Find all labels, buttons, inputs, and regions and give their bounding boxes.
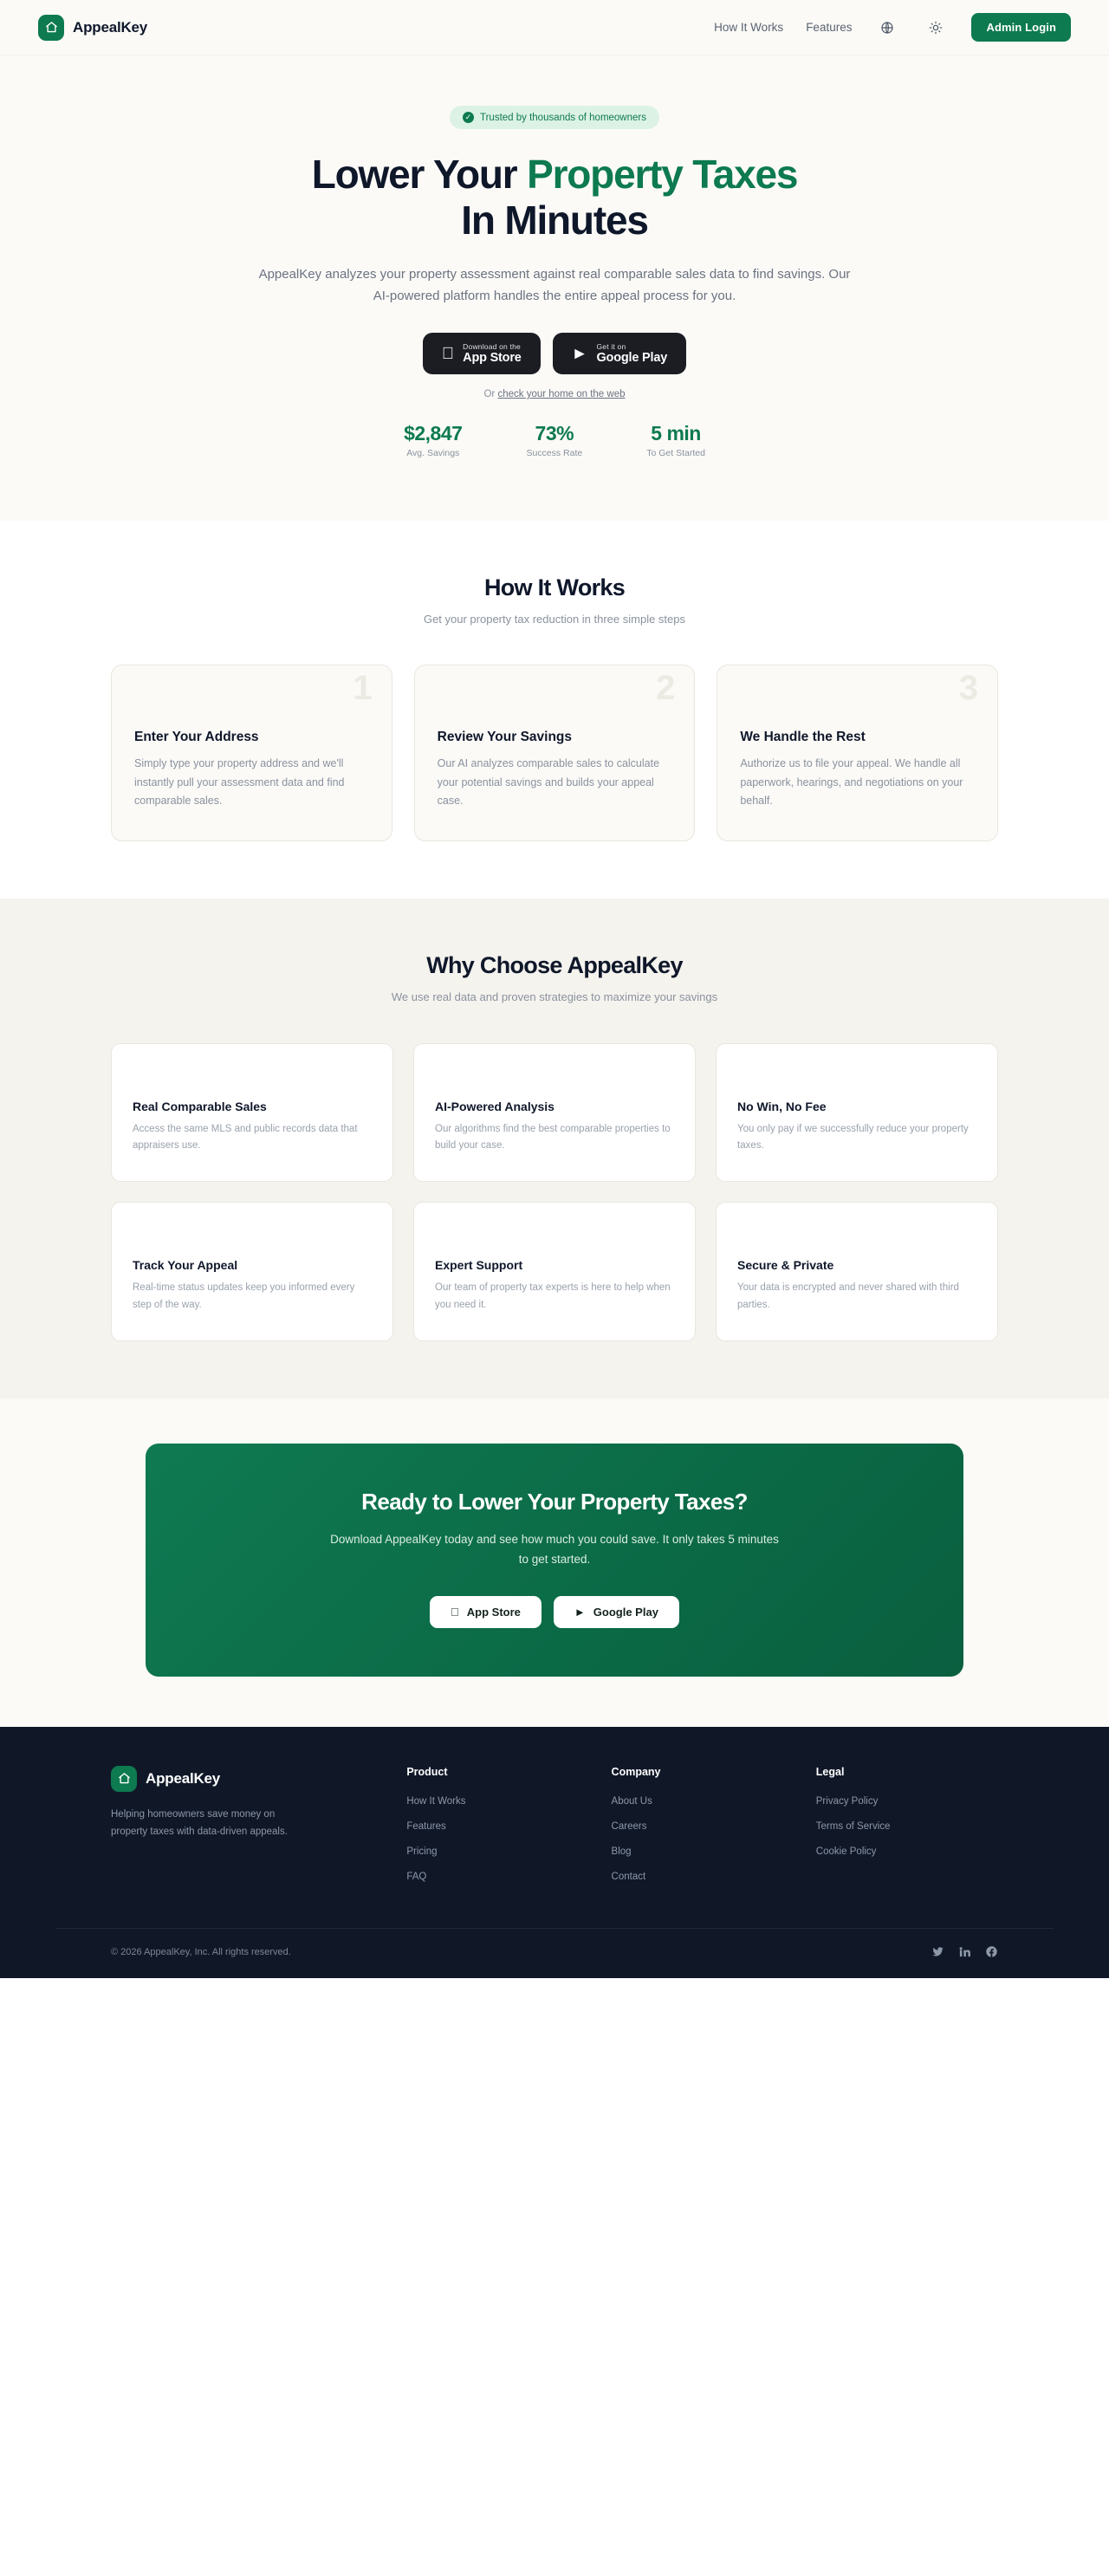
- step-number: 3: [958, 669, 978, 708]
- trust-badge-label: Trusted by thousands of homeowners: [480, 112, 646, 123]
- list-item: [612, 1818, 794, 1833]
- site-footer: [0, 1727, 1109, 1978]
- list-item: [612, 1868, 794, 1884]
- list-item: [816, 1843, 998, 1859]
- cta-google-play-label: Google Play: [588, 1605, 655, 1619]
- footer-link[interactable]: Features: [406, 1820, 446, 1832]
- footer-link[interactable]: Terms of Service: [815, 1820, 891, 1832]
- list-item: [406, 1818, 588, 1833]
- step-desc: Authorize us to file your appeal. We handle all paperwork, hearings, and negotiations on your behalf.: [740, 757, 963, 808]
- google-play-small: Get it on: [590, 342, 620, 352]
- apple-icon: [442, 346, 454, 362]
- globe-icon[interactable]: [874, 15, 900, 41]
- brand-logo[interactable]: [38, 15, 147, 41]
- steps-grid: [111, 665, 998, 841]
- cta-desc: Download AppealKey today and see how much you could save. It only takes 5 minutes to get started.: [330, 1532, 779, 1566]
- footer-logo[interactable]: [111, 1766, 384, 1792]
- features-subtitle: We use real data and proven strategies to maximize your savings: [391, 990, 718, 1003]
- stat-success-rate: [526, 422, 582, 458]
- stat-label: Success Rate: [526, 448, 583, 459]
- facebook-icon[interactable]: [984, 1945, 998, 1959]
- home-icon: [38, 15, 64, 41]
- how-it-works-subtitle: Get your property tax reduction in three simple steps: [423, 613, 686, 626]
- step-number: 2: [656, 669, 676, 708]
- hero-section: [0, 55, 1109, 521]
- list-item: [612, 1843, 794, 1859]
- hero-title-accent: Property Taxes: [527, 152, 798, 197]
- social-links: [931, 1945, 998, 1959]
- footer-column-title: Legal: [815, 1765, 845, 1778]
- cta-banner: [146, 1444, 963, 1677]
- play-icon: ►: [565, 344, 582, 363]
- feature-card: [413, 1043, 696, 1183]
- play-icon: ►: [570, 1605, 581, 1619]
- feature-card: [111, 1043, 393, 1183]
- step-card: [111, 665, 392, 841]
- features-section: [0, 899, 1109, 1398]
- admin-login-button[interactable]: Admin Login: [971, 13, 1071, 42]
- feature-desc: Real-time status updates keep you informed every step of the way.: [133, 1282, 355, 1310]
- cta-title: Ready to Lower Your Property Taxes?: [361, 1488, 748, 1515]
- check-home-web-link[interactable]: check your home on the web: [497, 389, 626, 400]
- feature-title: Expert Support: [435, 1258, 523, 1273]
- footer-column-product: [406, 1766, 588, 1893]
- features-title: Why Choose AppealKey: [426, 951, 683, 978]
- feature-title: AI-Powered Analysis: [435, 1099, 554, 1113]
- sun-icon[interactable]: [923, 15, 949, 41]
- footer-link[interactable]: Blog: [611, 1846, 632, 1857]
- feature-desc: Access the same MLS and public records data that appraisers use.: [133, 1123, 358, 1152]
- footer-link[interactable]: Contact: [611, 1871, 646, 1882]
- step-desc: Simply type your property address and we'll instantly pull your assessment data and find comparable sales.: [134, 757, 345, 808]
- app-store-small: Download on the: [457, 342, 515, 352]
- list-item: [406, 1793, 588, 1808]
- feature-desc: Your data is encrypted and never shared with third parties.: [737, 1282, 959, 1310]
- step-title: We Handle the Rest: [740, 730, 866, 745]
- feature-title: Secure & Private: [737, 1258, 834, 1273]
- footer-column-title: Company: [611, 1765, 661, 1778]
- web-alternative: [0, 389, 1109, 399]
- step-card: [717, 665, 998, 841]
- step-title: Enter Your Address: [134, 730, 259, 745]
- cta-app-store-button[interactable]: [430, 1596, 542, 1628]
- step-title: Review Your Savings: [437, 730, 573, 745]
- footer-column-title: Product: [406, 1765, 448, 1778]
- footer-column-legal: [816, 1766, 998, 1893]
- feature-desc: Our algorithms find the best comparable properties to build your case.: [435, 1123, 671, 1152]
- footer-link[interactable]: How It Works: [406, 1795, 466, 1807]
- how-it-works-title: How It Works: [483, 574, 626, 601]
- feature-card: [716, 1043, 998, 1183]
- app-store-button[interactable]: [423, 333, 541, 374]
- page-title: [0, 152, 1109, 244]
- step-desc: Our AI analyzes comparable sales to calculate your potential savings and builds your appeal case.: [437, 757, 660, 808]
- copyright-text: © 2026 AppealKey, Inc. All rights reserved.: [111, 1946, 291, 1957]
- site-header: [0, 0, 1109, 55]
- footer-link[interactable]: Careers: [611, 1820, 647, 1832]
- brand-name: AppealKey: [73, 18, 148, 36]
- features-grid: [111, 1043, 998, 1341]
- list-item: [816, 1818, 998, 1833]
- feature-title: Track Your Appeal: [133, 1258, 238, 1273]
- cta-app-store-label: App Store: [462, 1605, 517, 1619]
- feature-card: [413, 1202, 696, 1341]
- footer-column-company: [612, 1766, 794, 1893]
- hero-title-part2: In Minutes: [461, 198, 648, 243]
- home-icon: [111, 1766, 137, 1792]
- cta-google-play-button[interactable]: [554, 1596, 679, 1628]
- google-play-big: Google Play: [590, 351, 661, 366]
- stat-value: $2,847: [404, 422, 463, 445]
- footer-brand-block: [111, 1766, 384, 1893]
- feature-title: Real Comparable Sales: [133, 1099, 267, 1113]
- footer-link[interactable]: Privacy Policy: [815, 1795, 879, 1807]
- stat-label: Avg. Savings: [406, 448, 460, 459]
- twitter-icon[interactable]: [931, 1945, 944, 1959]
- list-item: [612, 1793, 794, 1808]
- feature-desc: Our team of property tax experts is here to help when you need it.: [435, 1282, 671, 1310]
- stat-label: To Get Started: [646, 448, 705, 459]
- footer-link[interactable]: About Us: [611, 1795, 652, 1807]
- list-item: [406, 1868, 588, 1884]
- how-it-works-section: [0, 521, 1109, 899]
- footer-brand-name: AppealKey: [146, 1769, 221, 1787]
- footer-about-text: Helping homeowners save money on property taxes with data-driven appeals.: [111, 1808, 288, 1838]
- nav-features[interactable]: Features: [806, 21, 853, 34]
- hero-stats: [0, 422, 1109, 458]
- step-number: 1: [353, 669, 373, 708]
- cta-section: [0, 1398, 1109, 1727]
- check-circle-icon: ✓: [463, 112, 474, 123]
- footer-link[interactable]: Cookie Policy: [815, 1846, 877, 1857]
- list-item: [816, 1793, 998, 1808]
- stat-value: 73%: [535, 422, 574, 445]
- feature-desc: You only pay if we successfully reduce your property taxes.: [737, 1123, 969, 1152]
- step-card: [414, 665, 696, 841]
- web-prefix: Or: [483, 389, 498, 400]
- footer-link[interactable]: Pricing: [406, 1846, 438, 1857]
- list-item: [406, 1843, 588, 1859]
- apple-icon: [451, 1606, 459, 1619]
- linkedin-icon[interactable]: [957, 1945, 971, 1959]
- google-play-button[interactable]: [553, 333, 686, 374]
- store-buttons: [0, 333, 1109, 374]
- trust-badge: [450, 106, 659, 129]
- feature-card: [111, 1202, 393, 1341]
- footer-link[interactable]: FAQ: [406, 1871, 427, 1882]
- feature-card: [716, 1202, 998, 1341]
- app-store-big: App Store: [457, 351, 516, 366]
- main-nav: [714, 13, 1071, 42]
- cta-buttons: [180, 1596, 929, 1628]
- stat-avg-savings: [404, 422, 462, 458]
- footer-bottom: [55, 1928, 1054, 1978]
- nav-how-it-works[interactable]: How It Works: [714, 21, 784, 34]
- hero-title-part1: Lower Your: [311, 152, 528, 197]
- hero-subtitle: AppealKey analyzes your property assessment against real comparable sales data to find savings. Our AI-powered platform handles the entire appeal process for you.: [258, 266, 851, 303]
- stat-time-to-start: [646, 422, 705, 458]
- stat-value: 5 min: [651, 422, 701, 445]
- feature-title: No Win, No Fee: [737, 1099, 827, 1113]
